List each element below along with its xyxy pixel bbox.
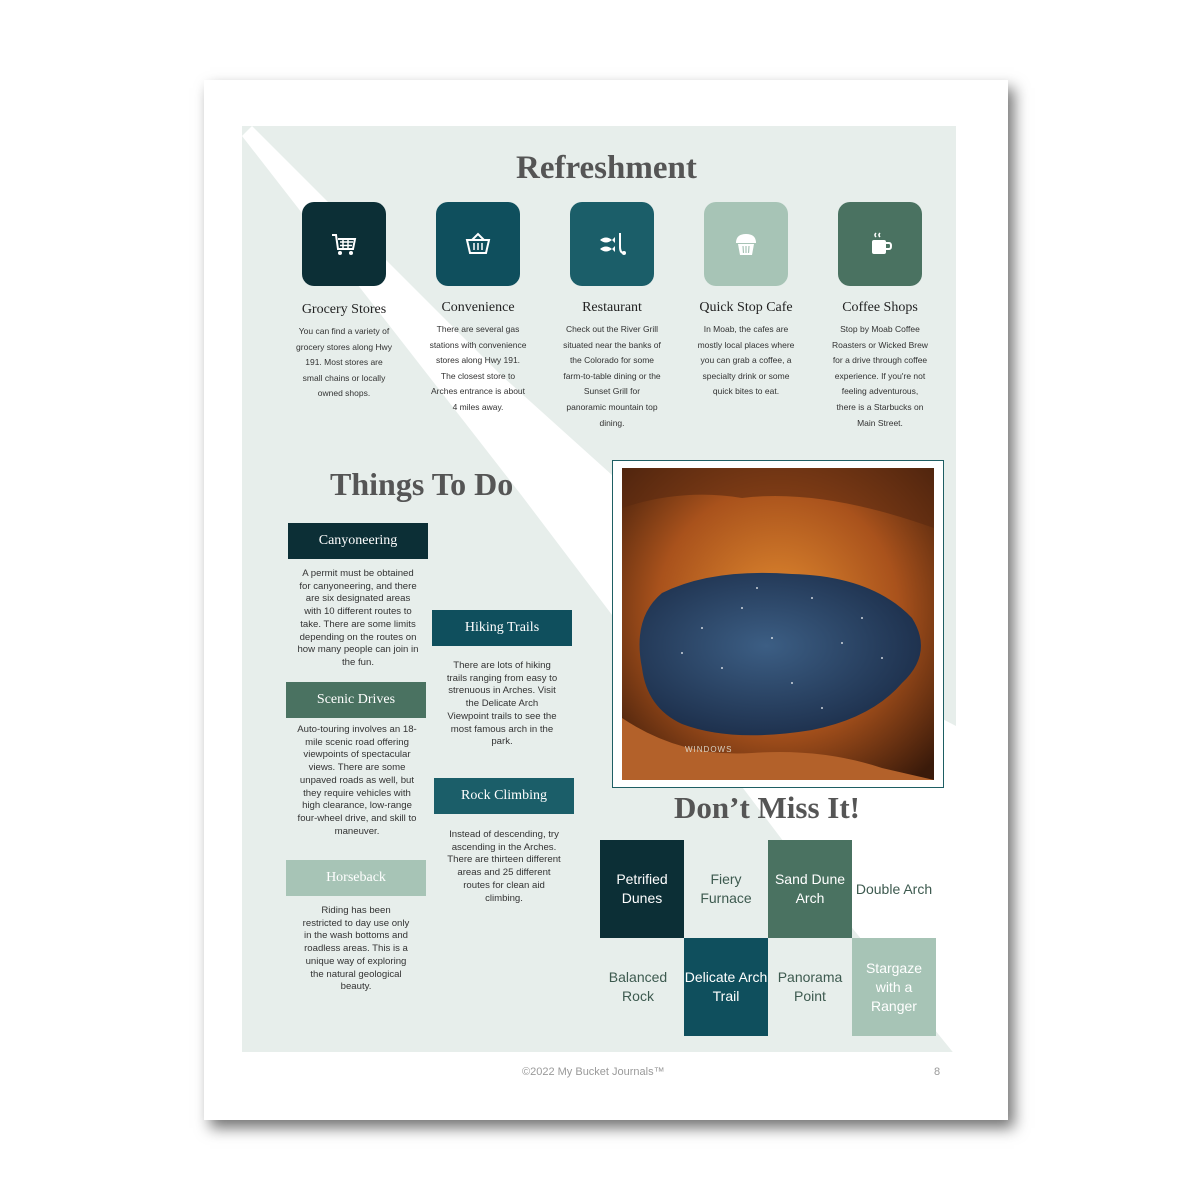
dont-miss-cell: Fiery Furnace: [700, 871, 752, 906]
refreshment-item-convenience: [416, 300, 540, 416]
activity-header-scenic: Scenic Drives: [286, 682, 426, 718]
convenience-tile: [436, 202, 520, 286]
refreshment-item-grocery: [282, 302, 406, 402]
activity-text-rock-climbing: Instead of descending, try ascending in the Arches. There are thirteen different areas and 25 different routes for clean aid climbing.: [447, 829, 561, 904]
dont-miss-cell: Sand Dune Arch: [768, 840, 852, 938]
refreshment-item-cafe: [684, 300, 808, 400]
refreshment-text: There are several gas stations with convenience stores along Hwy 191. The closest store to Arches entrance is about 4 miles away.: [429, 324, 527, 412]
shopping-basket-icon: [463, 229, 493, 259]
refreshment-text: Check out the River Grill situated near the banks of the Colorado for some farm-to-table dining or the Sunset Grill for panoramic mountain top dining.: [563, 324, 661, 428]
dont-miss-cell: Petrified Dunes: [600, 840, 684, 938]
grocery-tile: [302, 202, 386, 286]
activity-text-canyoneering: A permit must be obtained for canyoneering, and there are six designated areas with 10 different routes to take. There are some limits depending on the routes on how many people can join in the fun.: [297, 568, 419, 668]
activity-text-horseback: Riding has been restricted to day use only in the wash bottoms and roadless areas. This is a unique way of exploring the natural geological beauty.: [302, 905, 410, 993]
copyright-footer: ©2022 My Bucket Journals™: [522, 1066, 665, 1078]
dont-miss-cell: Panorama Point: [777, 969, 843, 1004]
shopping-cart-icon: [329, 229, 359, 259]
refreshment-item-coffee: [818, 300, 942, 431]
refreshment-label: Restaurant: [582, 300, 642, 315]
photo-caption: WINDOWS: [685, 745, 733, 754]
dont-miss-cell: Balanced Rock: [608, 969, 668, 1004]
page-number: 8: [934, 1066, 941, 1078]
dont-miss-cell: Double Arch: [855, 880, 933, 897]
restaurant-tile: [570, 202, 654, 286]
activity-header-hiking: Hiking Trails: [432, 610, 572, 646]
windows-arch-photo: [622, 468, 934, 780]
journal-page: [204, 80, 1008, 1120]
activity-text-scenic: Auto-touring involves an 18-mile scenic road offering viewpoints of spectacular views. There are some unpaved roads as well, but they require vehicles with high clearance, low-range four-wheel drive, and skill to maneuver.: [297, 724, 417, 837]
refreshment-title: Refreshment: [516, 150, 697, 186]
refreshment-label: Quick Stop Cafe: [699, 300, 793, 315]
coffee-cup-icon: [865, 229, 895, 259]
activity-header-horseback: Horseback: [286, 860, 426, 896]
content-panel: [242, 126, 956, 1052]
dont-miss-title: Don’t Miss It!: [674, 790, 860, 825]
arch-photo-frame: [612, 460, 944, 788]
coffee-tile: [838, 202, 922, 286]
dont-miss-cell: Stargaze with a Ranger: [852, 938, 936, 1036]
refreshment-label: Coffee Shops: [842, 300, 918, 315]
fish-fork-icon: [596, 229, 628, 259]
things-to-do-title: Things To Do: [330, 466, 514, 502]
dont-miss-cell: Delicate Arch Trail: [684, 938, 768, 1036]
refreshment-text: Stop by Moab Coffee Roasters or Wicked Brew for a drive through coffee experience. If you're not feeling adventurous, there is a Starbucks on Main Street.: [832, 324, 928, 428]
activity-header-rock-climbing: Rock Climbing: [434, 778, 574, 814]
quick-stop-tile: [704, 202, 788, 286]
activity-header-canyoneering: Canyoneering: [288, 523, 428, 559]
refreshment-label: Convenience: [441, 300, 515, 315]
refreshment-item-restaurant: [550, 300, 674, 431]
refreshment-text: In Moab, the cafes are mostly local places where you can grab a coffee, a specialty drink or some quick bites to eat.: [697, 324, 795, 397]
muffin-icon: [731, 229, 761, 259]
activity-text-hiking: There are lots of hiking trails ranging from easy to strenuous in Arches. Visit the Delicate Arch Viewpoint trails to see the most famous arch in the park.: [446, 660, 558, 748]
refreshment-label: Grocery Stores: [301, 302, 387, 317]
refreshment-text: You can find a variety of grocery stores along Hwy 191. Most stores are small chains or locally owned shops.: [296, 326, 392, 399]
